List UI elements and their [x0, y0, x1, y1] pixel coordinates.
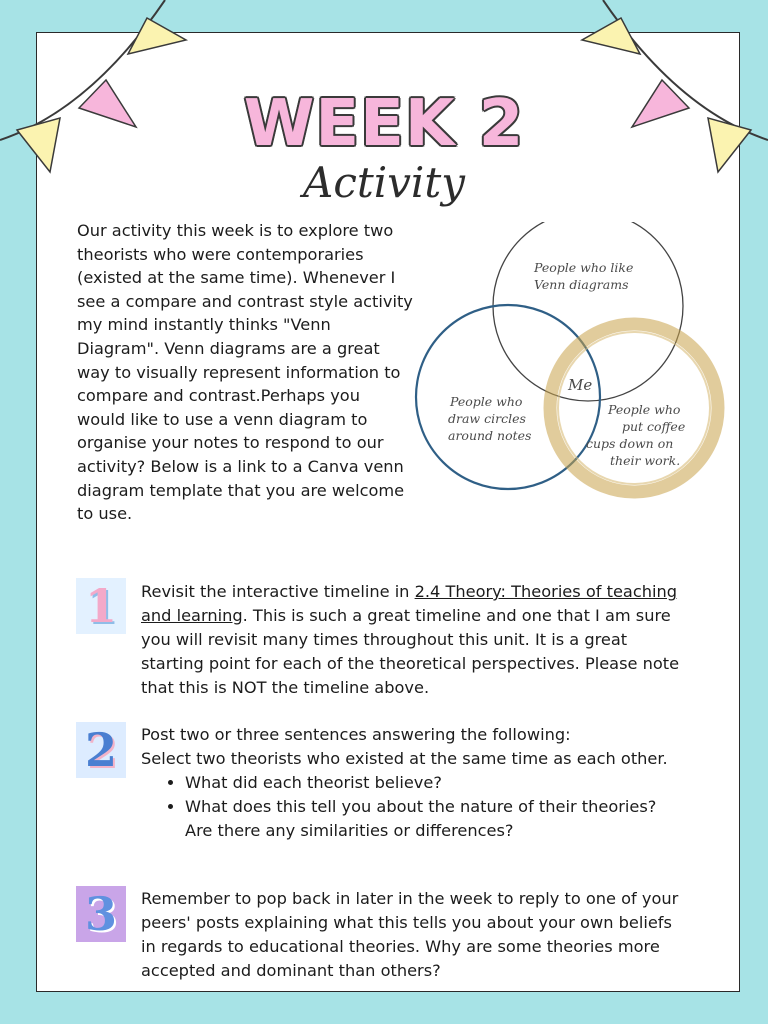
venn-label-center: Me [568, 376, 593, 394]
page-title: WEEK 2 [243, 87, 525, 161]
step-2-line-1: Post two or three sentences answering the following: [141, 725, 571, 744]
step-3-text: Remember to pop back in later in the week to reply to one of your peers' posts explaining what this tells you about your own beliefs in regards to educational theories. Why are some theories more accepted and dominant than others? [141, 889, 679, 980]
step-2-text [141, 723, 681, 843]
page-subtitle: Activity [303, 158, 465, 207]
venn-label-left: People who draw circles around notes [448, 394, 532, 443]
bullet-item: • What did each theorist believe? [185, 771, 681, 795]
step-2-bullet-list [141, 771, 681, 843]
step-1-number-icon: 1 [76, 578, 126, 634]
venn-label-top: People who like Venn diagrams [534, 260, 634, 292]
step-1-text: Revisit the interactive timeline in 2.4 Theory: Theories of teaching and learning. This is such a great timeline and one that I am sure you will revisit many times throughout this unit. It is a great starting point for each of the theoretical perspectives. Please note that this is NOT the timeline above. [141, 582, 680, 697]
step-2-line-2: Select two theorists who existed at the same time as each other. [141, 749, 668, 768]
venn-diagram [412, 222, 744, 512]
step-3-number-icon: 3 [76, 886, 126, 942]
bullet-item: • What does this tell you about the nature of their theories? Are there any similarities or differences? [185, 795, 681, 843]
venn-circle-top [493, 222, 683, 401]
timeline-link[interactable]: 2.4 Theory: Theories of teaching and learning [141, 582, 678, 625]
venn-label-right: People who put coffee cups down on their work. [586, 402, 686, 468]
intro-paragraph: Our activity this week is to explore two theorists who were contemporaries (existed at the same time). Whenever I see a compare and contrast style activity my mind instantly thinks "Venn Diagram". Venn diagrams are a great way to visually represent information to compare and contrast.Perhaps you would like to use a venn diagram to organise your notes to respond to our activity? Below is a link to a Canva venn diagram template that you are welcome to use. [77, 221, 413, 524]
step-2-number-icon: 2 [76, 722, 126, 778]
